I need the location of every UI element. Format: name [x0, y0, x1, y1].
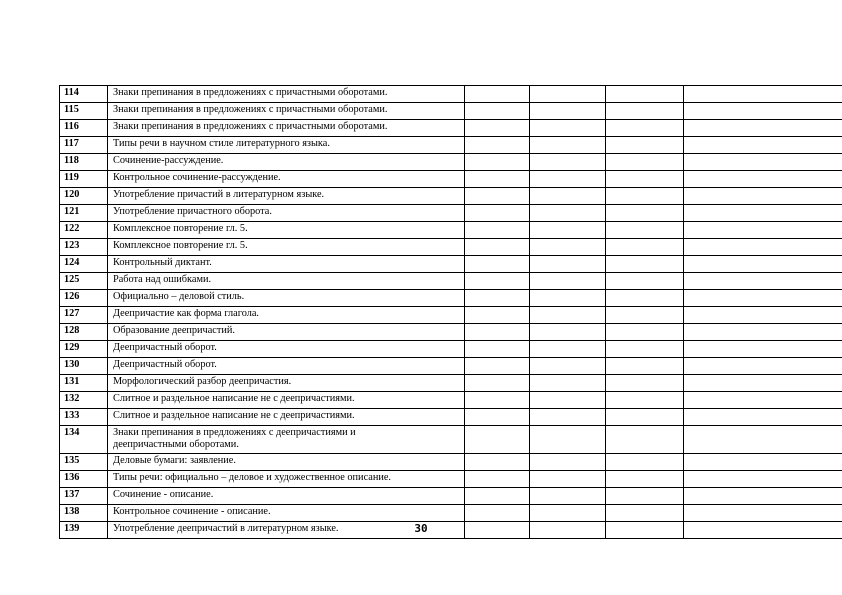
empty-cell — [606, 307, 684, 324]
empty-cell — [530, 409, 606, 426]
lesson-number: 137 — [60, 488, 108, 505]
lesson-topic-line: Знаки препинания в предложениях с причастными оборотами. — [113, 104, 388, 115]
empty-cell — [606, 103, 684, 120]
lesson-topic-line: Комплексное повторение гл. 5. — [113, 223, 248, 234]
empty-cell — [465, 324, 530, 341]
lesson-topic-line: деепричастными оборотами. — [113, 439, 239, 450]
lesson-number: 133 — [60, 409, 108, 426]
table-row — [60, 222, 842, 239]
table-row — [60, 239, 842, 256]
lesson-topic — [108, 137, 465, 154]
empty-cell — [530, 375, 606, 392]
empty-cell — [530, 454, 606, 471]
empty-cell — [606, 426, 684, 454]
lesson-topic — [108, 426, 465, 454]
empty-cell — [465, 103, 530, 120]
empty-cell — [465, 488, 530, 505]
empty-cell — [684, 120, 842, 137]
empty-cell — [530, 505, 606, 522]
empty-cell — [465, 171, 530, 188]
empty-cell — [606, 256, 684, 273]
empty-cell — [684, 222, 842, 239]
lesson-topic-line: Деепричастный оборот. — [113, 342, 217, 353]
lesson-topic — [108, 171, 465, 188]
lesson-topic — [108, 358, 465, 375]
empty-cell — [606, 505, 684, 522]
empty-cell — [530, 307, 606, 324]
table-row — [60, 426, 842, 454]
lesson-topic-line: Образование деепричастий. — [113, 325, 235, 336]
lesson-number: 123 — [60, 239, 108, 256]
empty-cell — [684, 103, 842, 120]
empty-cell — [684, 471, 842, 488]
empty-cell — [530, 205, 606, 222]
empty-cell — [606, 392, 684, 409]
empty-cell — [530, 341, 606, 358]
empty-cell — [606, 471, 684, 488]
empty-cell — [606, 239, 684, 256]
table-row — [60, 341, 842, 358]
lesson-number: 114 — [60, 86, 108, 103]
empty-cell — [465, 188, 530, 205]
table-row — [60, 273, 842, 290]
empty-cell — [465, 471, 530, 488]
empty-cell — [684, 409, 842, 426]
table-row — [60, 188, 842, 205]
table-row — [60, 256, 842, 273]
lesson-topic — [108, 86, 465, 103]
table-row — [60, 86, 842, 103]
lesson-number: 128 — [60, 324, 108, 341]
lesson-plan-body — [60, 86, 842, 539]
lesson-topic-line: Слитное и раздельное написание не с деепричастиями. — [113, 410, 355, 421]
lesson-topic — [108, 290, 465, 307]
lesson-topic-line: Употребление причастного оборота. — [113, 206, 272, 217]
table-row — [60, 392, 842, 409]
lesson-number: 129 — [60, 341, 108, 358]
empty-cell — [684, 341, 842, 358]
empty-cell — [465, 154, 530, 171]
table-row — [60, 205, 842, 222]
lesson-topic-line: Комплексное повторение гл. 5. — [113, 240, 248, 251]
lesson-topic — [108, 239, 465, 256]
empty-cell — [530, 188, 606, 205]
table-row — [60, 409, 842, 426]
lesson-topic-line: Официально – деловой стиль. — [113, 291, 245, 302]
empty-cell — [684, 188, 842, 205]
lesson-topic — [108, 409, 465, 426]
empty-cell — [606, 120, 684, 137]
lesson-number: 126 — [60, 290, 108, 307]
table-row — [60, 120, 842, 137]
table-row — [60, 488, 842, 505]
lesson-topic — [108, 324, 465, 341]
lesson-number: 118 — [60, 154, 108, 171]
empty-cell — [465, 239, 530, 256]
empty-cell — [606, 409, 684, 426]
empty-cell — [606, 341, 684, 358]
empty-cell — [530, 103, 606, 120]
empty-cell — [530, 290, 606, 307]
lesson-topic — [108, 120, 465, 137]
lesson-number: 136 — [60, 471, 108, 488]
lesson-topic-line: Работа над ошибками. — [113, 274, 212, 285]
empty-cell — [465, 392, 530, 409]
empty-cell — [530, 471, 606, 488]
empty-cell — [530, 222, 606, 239]
lesson-number: 138 — [60, 505, 108, 522]
empty-cell — [530, 358, 606, 375]
empty-cell — [530, 154, 606, 171]
empty-cell — [684, 154, 842, 171]
empty-cell — [465, 273, 530, 290]
empty-cell — [465, 222, 530, 239]
lesson-number: 117 — [60, 137, 108, 154]
empty-cell — [684, 324, 842, 341]
lesson-number: 130 — [60, 358, 108, 375]
lesson-number: 127 — [60, 307, 108, 324]
empty-cell — [684, 375, 842, 392]
empty-cell — [606, 290, 684, 307]
lesson-topic — [108, 392, 465, 409]
lesson-topic — [108, 471, 465, 488]
empty-cell — [530, 426, 606, 454]
empty-cell — [465, 409, 530, 426]
empty-cell — [465, 358, 530, 375]
empty-cell — [465, 137, 530, 154]
empty-cell — [606, 324, 684, 341]
empty-cell — [684, 86, 842, 103]
lesson-topic-line: Типы речи: официально – деловое и художественное описание. — [113, 472, 392, 483]
empty-cell — [684, 171, 842, 188]
lesson-topic-line: Деепричастный оборот. — [113, 359, 217, 370]
empty-cell — [606, 273, 684, 290]
lesson-number: 132 — [60, 392, 108, 409]
empty-cell — [465, 86, 530, 103]
lesson-topic-line: Контрольный диктант. — [113, 257, 212, 268]
page-number: 30 — [414, 522, 428, 535]
empty-cell — [684, 273, 842, 290]
lesson-number: 134 — [60, 426, 108, 454]
empty-cell — [684, 454, 842, 471]
empty-cell — [606, 488, 684, 505]
empty-cell — [530, 120, 606, 137]
lesson-topic — [108, 307, 465, 324]
lesson-topic-line: Контрольное сочинение - описание. — [113, 506, 271, 517]
lesson-number: 116 — [60, 120, 108, 137]
empty-cell — [684, 290, 842, 307]
lesson-topic — [108, 256, 465, 273]
empty-cell — [465, 307, 530, 324]
empty-cell — [606, 86, 684, 103]
empty-cell — [684, 239, 842, 256]
empty-cell — [684, 256, 842, 273]
lesson-number: 122 — [60, 222, 108, 239]
table-row — [60, 324, 842, 341]
lesson-topic-line: Знаки препинания в предложениях с деепричастиями и — [113, 427, 356, 438]
lesson-number: 121 — [60, 205, 108, 222]
lesson-topic — [108, 341, 465, 358]
empty-cell — [465, 505, 530, 522]
empty-cell — [530, 273, 606, 290]
empty-cell — [465, 205, 530, 222]
table-row — [60, 290, 842, 307]
lesson-topic-line: Сочинение-рассуждение. — [113, 155, 224, 166]
empty-cell — [530, 392, 606, 409]
lesson-number: 124 — [60, 256, 108, 273]
empty-cell — [530, 488, 606, 505]
lesson-topic — [108, 188, 465, 205]
lesson-number: 131 — [60, 375, 108, 392]
table-row — [60, 103, 842, 120]
empty-cell — [530, 239, 606, 256]
lesson-topic — [108, 154, 465, 171]
lesson-number: 139 — [60, 522, 108, 539]
lesson-topic — [108, 205, 465, 222]
empty-cell — [606, 454, 684, 471]
empty-cell — [684, 426, 842, 454]
lesson-topic-line: Употребление причастий в литературном языке. — [113, 189, 325, 200]
lesson-topic-line: Сочинение - описание. — [113, 489, 214, 500]
lesson-topic — [108, 222, 465, 239]
lesson-topic-line: Типы речи в научном стиле литературного языка. — [113, 138, 330, 149]
lesson-topic — [108, 273, 465, 290]
empty-cell — [684, 392, 842, 409]
table-row — [60, 471, 842, 488]
empty-cell — [530, 86, 606, 103]
table-row — [60, 505, 842, 522]
empty-cell — [684, 488, 842, 505]
empty-cell — [465, 426, 530, 454]
empty-cell — [465, 290, 530, 307]
empty-cell — [684, 205, 842, 222]
empty-cell — [684, 505, 842, 522]
lesson-topic — [108, 505, 465, 522]
empty-cell — [465, 256, 530, 273]
lesson-number: 135 — [60, 454, 108, 471]
lesson-number: 125 — [60, 273, 108, 290]
lesson-topic — [108, 103, 465, 120]
empty-cell — [530, 137, 606, 154]
empty-cell — [530, 171, 606, 188]
empty-cell — [684, 307, 842, 324]
empty-cell — [530, 256, 606, 273]
empty-cell — [606, 137, 684, 154]
empty-cell — [530, 324, 606, 341]
lesson-topic-line: Деловые бумаги: заявление. — [113, 455, 236, 466]
lesson-topic — [108, 488, 465, 505]
lesson-number: 120 — [60, 188, 108, 205]
empty-cell — [606, 222, 684, 239]
lesson-topic — [108, 375, 465, 392]
empty-cell — [684, 137, 842, 154]
empty-cell — [606, 188, 684, 205]
lesson-number: 115 — [60, 103, 108, 120]
table-row — [60, 307, 842, 324]
lesson-topic-line: Знаки препинания в предложениях с причастными оборотами. — [113, 121, 388, 132]
table-row — [60, 454, 842, 471]
lesson-topic-line: Знаки препинания в предложениях с причастными оборотами. — [113, 87, 388, 98]
lesson-plan-table — [59, 85, 842, 539]
lesson-topic — [108, 454, 465, 471]
empty-cell — [465, 454, 530, 471]
empty-cell — [606, 358, 684, 375]
empty-cell — [465, 120, 530, 137]
empty-cell — [606, 205, 684, 222]
table-row — [60, 137, 842, 154]
empty-cell — [606, 171, 684, 188]
empty-cell — [465, 375, 530, 392]
empty-cell — [606, 375, 684, 392]
table-row — [60, 375, 842, 392]
table-row — [60, 171, 842, 188]
empty-cell — [684, 358, 842, 375]
table-row — [60, 154, 842, 171]
empty-cell — [606, 154, 684, 171]
empty-cell — [465, 341, 530, 358]
lesson-topic-line: Деепричастие как форма глагола. — [113, 308, 260, 319]
lesson-topic-line: Слитное и раздельное написание не с деепричастиями. — [113, 393, 355, 404]
lesson-topic-line: Употребление деепричастий в литературном языке. — [113, 523, 339, 534]
lesson-topic-line: Морфологический разбор деепричастия. — [113, 376, 292, 387]
lesson-topic-line: Контрольное сочинение-рассуждение. — [113, 172, 281, 183]
lesson-number: 119 — [60, 171, 108, 188]
table-row — [60, 358, 842, 375]
